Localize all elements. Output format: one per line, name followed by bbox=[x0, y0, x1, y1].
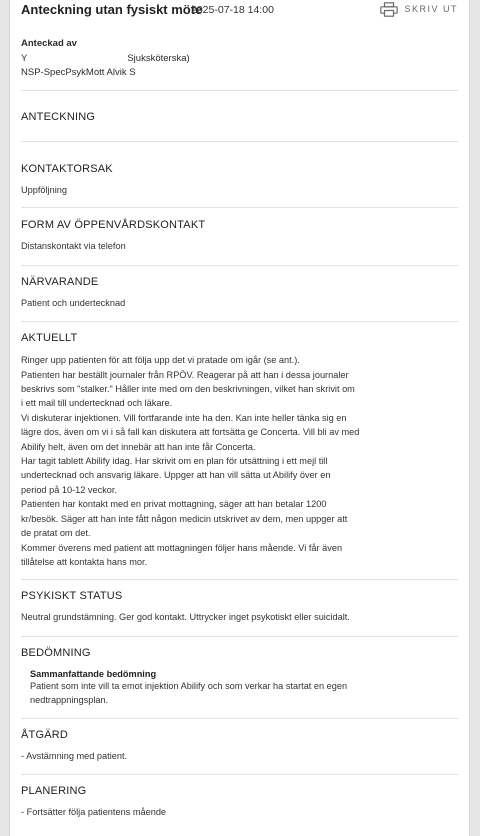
printer-icon bbox=[380, 2, 398, 17]
text-line: undertecknad och ansvarig läkare. Uppger att han vill sätta ut Abilify över en bbox=[21, 470, 331, 481]
text-line: de pratat om det. bbox=[21, 528, 91, 539]
section-heading: ÅTGÄRD bbox=[21, 728, 69, 741]
text-line: Patienten har kontakt med en privat mottagning, säger att han betalar 1200 bbox=[21, 499, 327, 510]
note-title: Anteckning utan fysiskt möte bbox=[21, 2, 203, 17]
section-body: - Fortsätter följa patientens mående bbox=[21, 806, 167, 817]
section-body: Neutral grundstämning. Ger god kontakt. Uttrycker inget psykotiskt eller suicidalt. bbox=[21, 612, 350, 623]
section-heading: PSYKISKT STATUS bbox=[21, 590, 123, 603]
text-line: beskrivs som "stalker." Håller inte med om den beskrivningen, vilket han skrivit om bbox=[21, 384, 355, 395]
section-heading: KONTAKTORSAK bbox=[21, 163, 113, 175]
signer-unit: NSP-SpecPsykMott Alvik S bbox=[21, 67, 136, 78]
signer-label: Anteckad av bbox=[21, 38, 77, 49]
text-line: Patienten har beställt journaler från RPÖV. Reagerar på att han i dessa journaler bbox=[21, 369, 349, 380]
text-line: lägre dos, även om vi i så fall kan diskutera att fortsätta ge Concerta. Vill bli av med bbox=[21, 427, 360, 438]
signer-block bbox=[10, 22, 469, 90]
section-narvarande bbox=[10, 266, 469, 321]
signer-role: Sjuksköterska) bbox=[127, 53, 190, 64]
text-line: nedtrappningsplan. bbox=[30, 695, 109, 706]
section-heading: ANTECKNING bbox=[21, 111, 96, 123]
note-datetime: 2025-07-18 14:00 bbox=[191, 4, 274, 16]
text-line: Har tagit tablett Abilify idag. Har skrivit om en plan för utsättning i ett mejl till bbox=[21, 456, 328, 467]
subsection-heading: Sammanfattande bedömning bbox=[30, 668, 157, 679]
text-line: tillåtelse att kontakta hans mor. bbox=[21, 556, 148, 567]
section-body: Distanskontakt via telefon bbox=[21, 241, 126, 252]
text-line: period på 10-12 veckor. bbox=[21, 484, 118, 495]
section-planering bbox=[10, 775, 469, 827]
section-psykiskt-status bbox=[10, 580, 469, 635]
section-aktuellt bbox=[10, 322, 469, 579]
section-heading: AKTUELLT bbox=[21, 332, 78, 345]
print-button[interactable] bbox=[380, 0, 458, 18]
section-heading: FORM AV ÖPPENVÅRDSKONTAKT bbox=[21, 219, 206, 232]
text-line: Patient som inte vill ta emot injektion Abilify och som verkar ha startat en egen bbox=[30, 680, 348, 691]
text-line: kr/besök. Säger att han inte fått någon medicin utskrivet av dem, men uppger att bbox=[21, 513, 348, 524]
section-heading: BEDÖMNING bbox=[21, 646, 91, 659]
section-anteckning bbox=[10, 91, 469, 141]
section-atgard bbox=[10, 719, 469, 774]
text-line: Kommer överens med patient att mottagningen följer hans mående. Vi får även bbox=[21, 542, 343, 553]
signer-initial: Y bbox=[21, 53, 28, 64]
journal-note bbox=[9, 0, 470, 836]
section-kontaktorsak bbox=[10, 142, 469, 207]
section-form bbox=[10, 208, 469, 264]
text-line: Abilify helt, även om det innebär att han inte får Concerta. bbox=[21, 441, 256, 452]
note-header bbox=[10, 0, 469, 22]
text-line: Vi diskuterar injektionen. Vill fortfarande inte ha den. Kan inte heller tänka sig en bbox=[21, 412, 347, 423]
signer-name-line bbox=[21, 51, 458, 66]
redacted-name bbox=[27, 51, 127, 63]
section-body bbox=[21, 353, 458, 569]
section-body: Uppföljning bbox=[21, 185, 67, 195]
section-body: - Avstämning med patient. bbox=[21, 750, 128, 761]
print-label: SKRIV UT bbox=[404, 4, 458, 14]
text-line: Ringer upp patienten för att följa upp det vi pratade om igår (se ant.). bbox=[21, 355, 300, 366]
section-bedomning bbox=[10, 637, 469, 718]
section-body: Patient och undertecknad bbox=[21, 297, 126, 308]
text-line: i ett mail till undertecknad och läkare. bbox=[21, 398, 173, 409]
section-heading: NÄRVARANDE bbox=[21, 275, 99, 288]
section-body bbox=[30, 679, 458, 708]
section-heading: PLANERING bbox=[21, 784, 87, 797]
